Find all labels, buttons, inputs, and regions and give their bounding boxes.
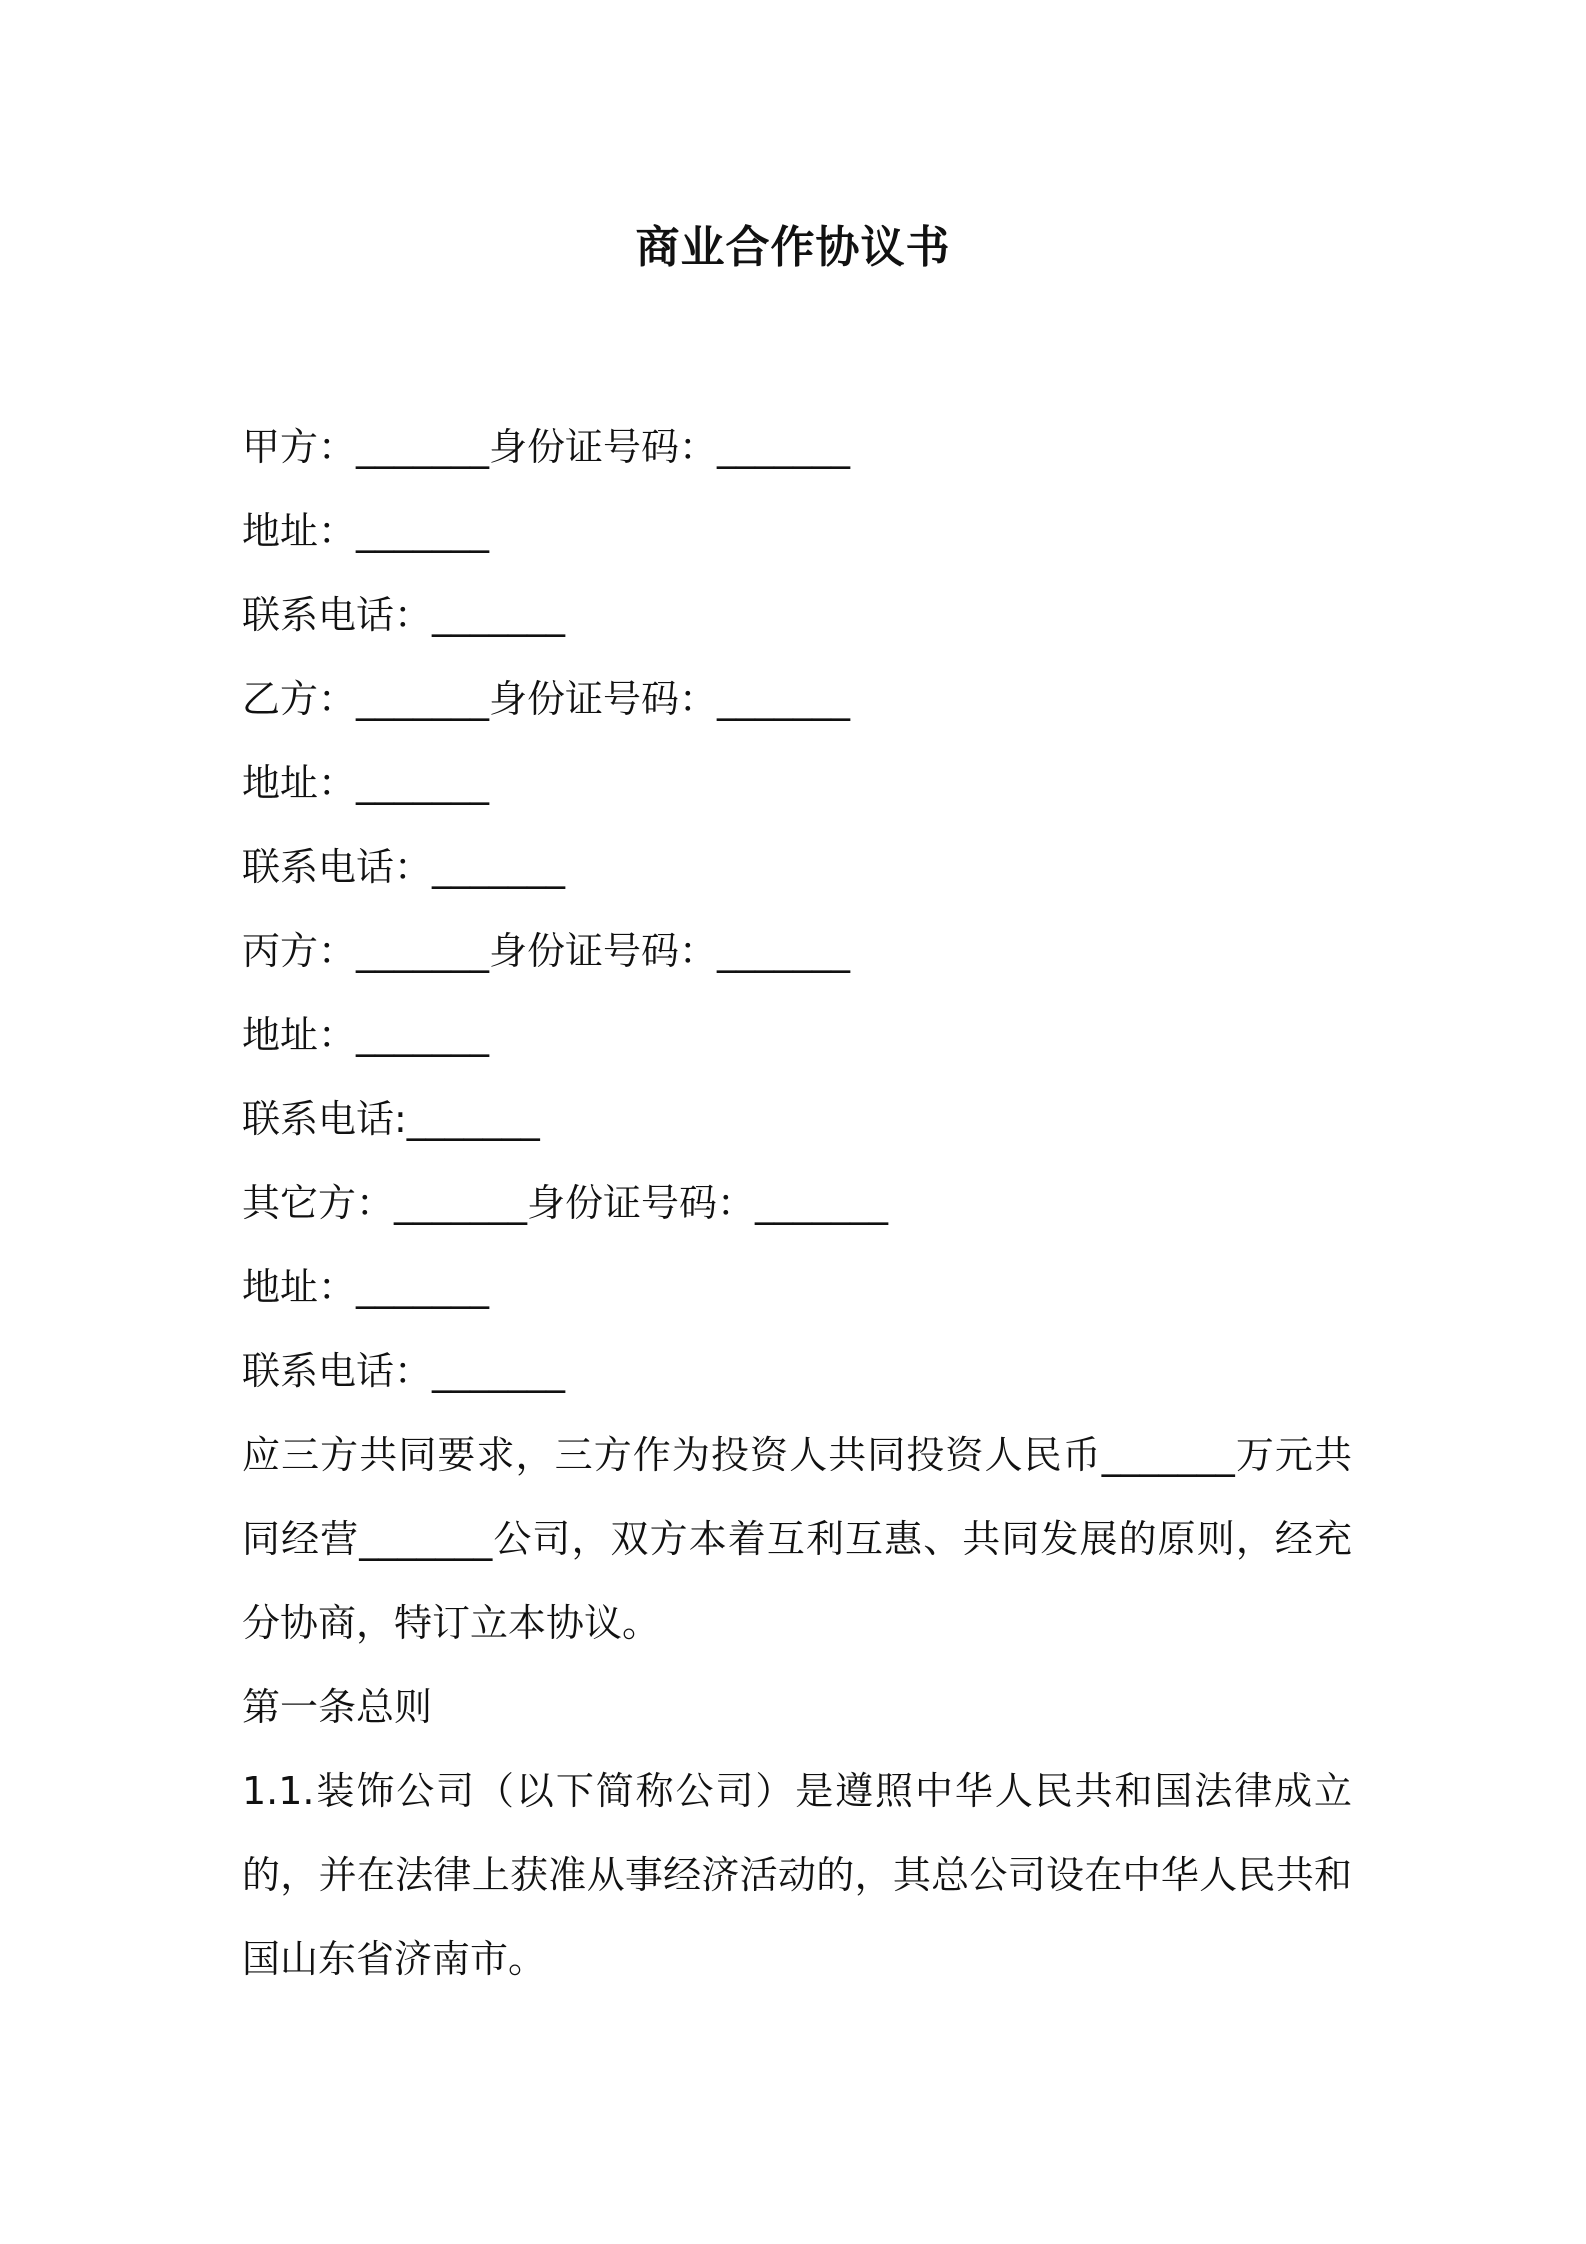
party-a-phone: 联系电话：_______ (242, 593, 566, 637)
other-party-phone: 联系电话：_______ (242, 1349, 566, 1393)
party-c-phone: 联系电话:_______ (242, 1097, 540, 1141)
party-c-address: 地址：_______ (242, 1013, 490, 1057)
document-body (242, 405, 1352, 2001)
party-b-phone: 联系电话：_______ (242, 845, 566, 889)
party-a-address: 地址：_______ (242, 509, 490, 553)
party-a-line: 甲方：_______身份证号码：_______ (242, 425, 851, 469)
party-b-address: 地址：_______ (242, 761, 490, 805)
document-title: 商业合作协议书 (635, 222, 951, 273)
party-b-line: 乙方：_______身份证号码：_______ (242, 677, 851, 721)
article-1-1-paragraph: 1.1.装饰公司（以下简称公司）是遵照中华人民共和国法律成立的，并在法律上获准从事经济活动的，其总公司设在中华人民共和国山东省济南市。 (242, 1769, 1352, 1981)
other-party-address: 地址：_______ (242, 1265, 490, 1309)
intro-paragraph: 应三方共同要求，三方作为投资人共同投资人民币_______万元共同经营_______公司，双方本着互利互惠、共同发展的原则，经充分协商，特订立本协议。 (242, 1433, 1352, 1645)
party-c-line: 丙方：_______身份证号码：_______ (242, 929, 851, 973)
article-1-heading: 第一条总则 (242, 1685, 433, 1729)
other-party-line: 其它方：_______身份证号码：_______ (242, 1181, 889, 1225)
